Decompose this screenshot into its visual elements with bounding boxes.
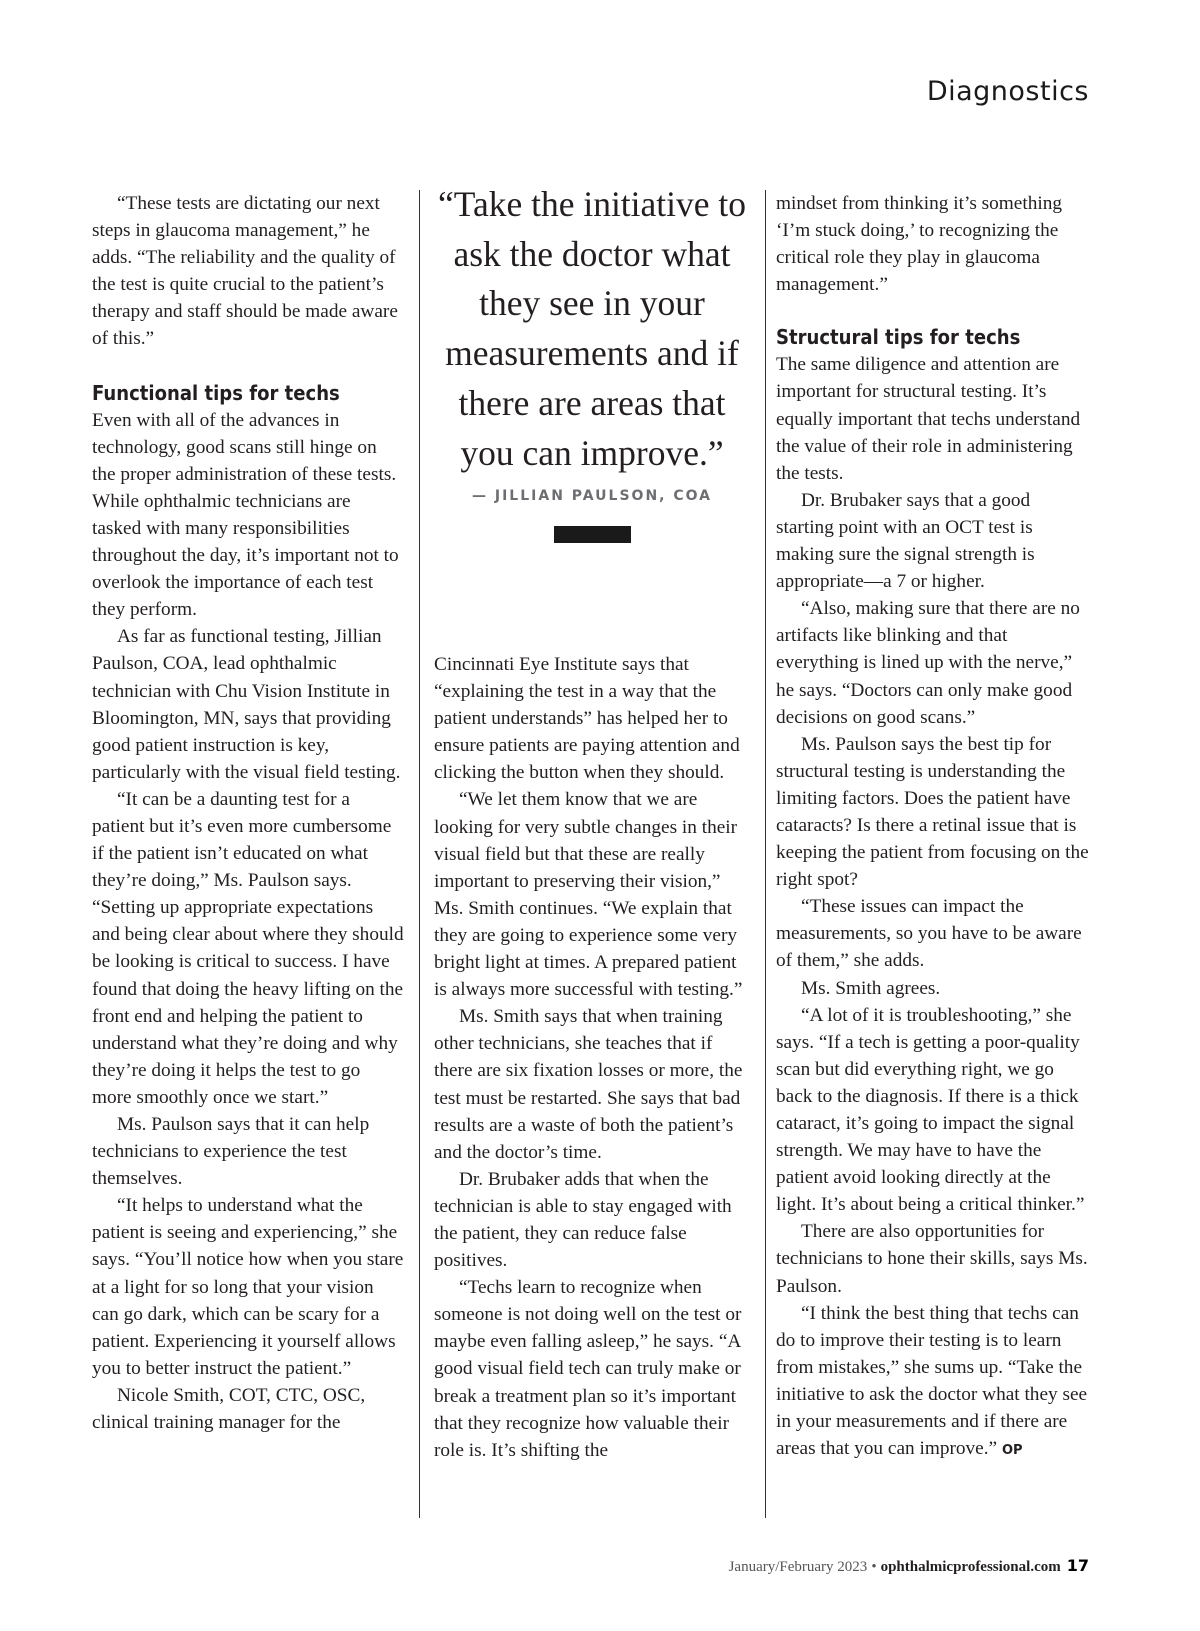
paragraph: Ms. Smith agrees. — [801, 977, 941, 999]
paragraph: “Also, making sure that there are no artifacts like blinking and that everything is lined up with the nerve,” he says. “Doctors can only make good decisions on good scans.” — [776, 598, 1080, 728]
column-divider — [419, 190, 420, 1518]
paragraph: “These issues can impact the measurements, so you have to be aware of them,” she adds. — [776, 896, 1082, 972]
paragraph: “It helps to understand what the patient is seeing and experiencing,” she says. “You’ll notice how when you stare at a light for so long that your vision can go dark, which can be scary for a patient. Experiencing it yourself allows you to better instruct the patient.” — [92, 1195, 404, 1379]
paragraph: Ms. Paulson says that it can help technicians to experience the test themselves. — [92, 1114, 370, 1190]
pull-quote-text: “Take the initiative to ask the doctor what they see in your measurements and if there are areas that you can improve.” — [437, 184, 747, 473]
article-column-3 — [776, 190, 1092, 1464]
pull-quote — [434, 180, 750, 543]
section-header: Diagnostics — [926, 76, 1089, 107]
pull-quote-attribution: — JILLIAN PAULSON, COA — [472, 488, 712, 505]
paragraph: “Techs learn to recognize when someone is not doing well on the test or maybe even falling asleep,” he says. “A good visual field tech can truly make or break a treatment plan so it’s important that they recognize how valuable their role is. It’s shifting the — [434, 1277, 742, 1461]
paragraph: Even with all of the advances in technology, good scans still hinge on the proper administration of these tests. While ophthalmic technicians are tasked with many responsibilities throughout the day, it’s important not to overlook the importance of each test they perform. — [92, 409, 399, 621]
paragraph: There are also opportunities for technicians to hone their skills, says Ms. Paulson. — [776, 1221, 1088, 1297]
paragraph: The same diligence and attention are important for structural testing. It’s equally important that techs understand the value of their role in administering the tests. — [776, 354, 1081, 484]
paragraph: Ms. Smith says that when training other technicians, she teaches that if there are six fixation losses or more, the test must be restarted. She says that bad results are a waste of both the patient’s and the doctor’s time. — [434, 1006, 743, 1163]
paragraph-text: “I think the best thing that techs can do to improve their testing is to learn from mistakes,” she sums up. “Take the initiative to ask the doctor what they see in your measurements and if there are areas that you can improve.” — [776, 1302, 1088, 1460]
paragraph: mindset from thinking it’s something ‘I’m stuck doing,’ to recognizing the critical role they play in glaucoma management.” — [776, 193, 1062, 296]
end-mark: OP — [1001, 1443, 1023, 1459]
website-link[interactable]: ophthalmicprofessional.com — [880, 1559, 1061, 1575]
paragraph: As far as functional testing, Jillian Paulson, COA, lead ophthalmic technician with Chu Vision Institute in Bloomington, MN, says that providing good patient instruction is key, particularly with the visual field testing. — [92, 626, 401, 783]
paragraph — [776, 1300, 1092, 1465]
paragraph: Ms. Paulson says the best tip for structural testing is understanding the limiting factors. Does the patient have cataracts? Is there a retinal issue that is keeping the patient from focusing on the right spot? — [776, 733, 1089, 891]
paragraph: Dr. Brubaker adds that when the technician is able to stay engaged with the patient, they can reduce false positives. — [434, 1168, 732, 1272]
page-number: 17 — [1066, 1556, 1089, 1575]
column-divider — [765, 190, 766, 1518]
paragraph: “It can be a daunting test for a patient but it’s even more cumbersome if the patient isn’t educated on what they’re doing,” Ms. Paulson says. “Setting up appropriate expectations and being clear about where they should be looking is critical to success. I have found that doing the heavy lifting on the front end and helping the patient to understand what they’re doing and why they’re doing it helps the test to go more smoothly once we start.” — [92, 788, 404, 1108]
subheading-functional-tips: Functional tips for techs — [92, 380, 340, 405]
paragraph: Dr. Brubaker says that a good starting point with an OCT test is making sure the signal strength is appropriate—a 7 or higher. — [776, 489, 1035, 593]
article-column-1 — [92, 190, 404, 1436]
subheading-structural-tips: Structural tips for techs — [776, 325, 1021, 350]
page-footer — [729, 1556, 1089, 1576]
paragraph: “These tests are dictating our next steps in glaucoma management,” he adds. “The reliability and the quality of the test is quite crucial to the patient’s therapy and staff should be made aware of this.” — [92, 193, 398, 350]
paragraph: Nicole Smith, COT, CTC, OSC, clinical training manager for the — [92, 1384, 366, 1434]
paragraph: “A lot of it is troubleshooting,” she says. “If a tech is getting a poor-quality scan but did everything right, we go back to the diagnosis. If there is a thick cataract, it’s going to impact the signal strength. We may have to have the patient avoid looking directly at the light. It’s about being a critical thinker.” — [776, 1004, 1085, 1216]
article-column-2 — [434, 651, 750, 1464]
paragraph: “We let them know that we are looking for very subtle changes in their visual field but that these are really important to preserving their vision,” Ms. Smith continues. “We explain that they are going to experience some very bright light at times. A prepared patient is always more successful with testing.” — [434, 789, 743, 1001]
footer-bullet: • — [871, 1559, 877, 1575]
paragraph: Cincinnati Eye Institute says that “explaining the test in a way that the patient understands” has helped her to ensure patients are paying attention and clicking the button when they should. — [434, 654, 740, 784]
issue-date: January/February 2023 — [728, 1559, 868, 1575]
pull-quote-bar — [554, 526, 631, 543]
